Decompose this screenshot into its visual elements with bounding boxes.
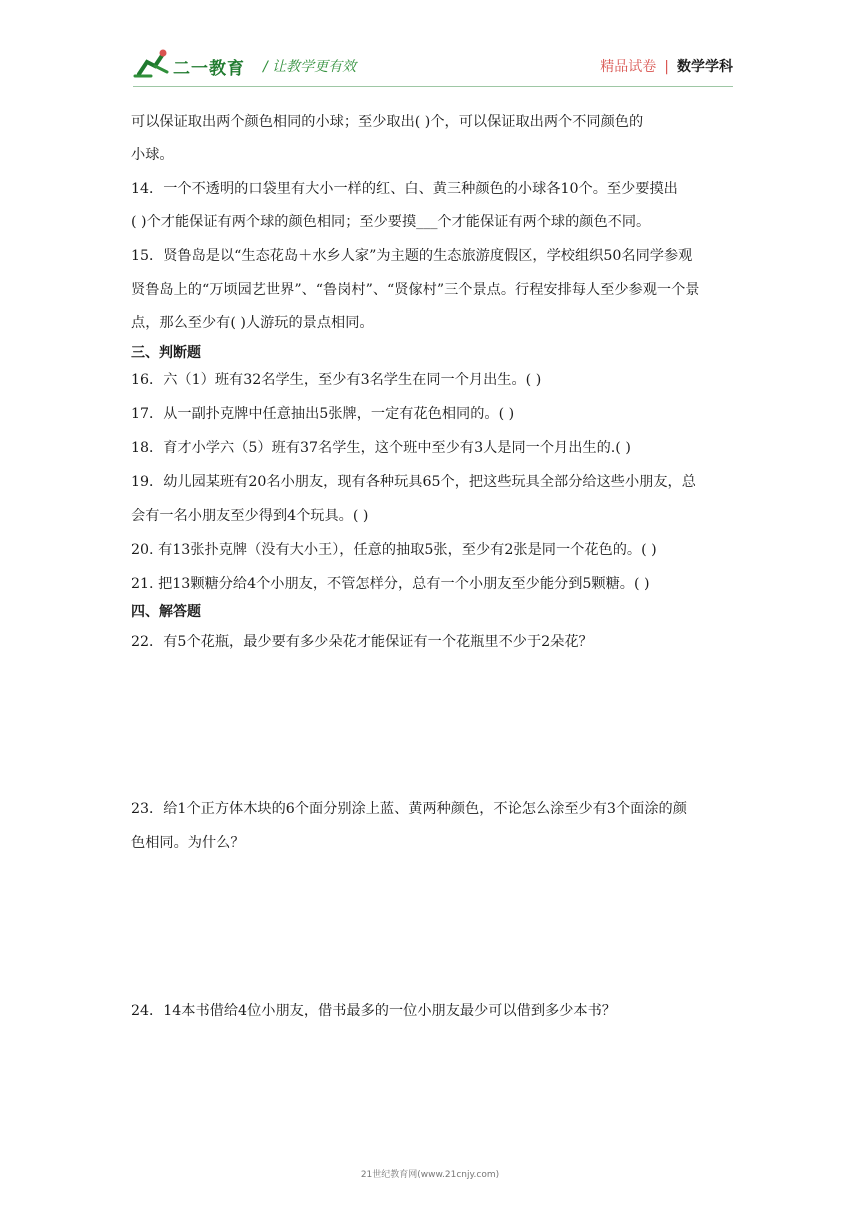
question-24-line: 24．14本书借给4位小朋友，借书最多的一位小朋友最少可以借到多少本书？ [131, 1003, 616, 1019]
question-15-line: 15．贤鲁岛是以“生态花岛＋水乡人家”为主题的生态旅游度假区，学校组织50名同学参观 [131, 248, 693, 264]
question-23-line: 23．给1个正方体木块的6个面分别涂上蓝、黄两种颜色，不论怎么涂至少有3个面涂的颜 [131, 801, 687, 817]
question-14-line: 14．一个不透明的口袋里有大小一样的红、白、黄三种颜色的小球各10个。至少要摸出 [131, 181, 678, 197]
question-16-line: 16．六（1）班有32名学生，至少有3名学生在同一个月出生。( ) [131, 372, 542, 388]
page-header [133, 46, 733, 84]
header-tags [600, 56, 733, 76]
text-line: 点，那么至少有( )人游玩的景点相同。 [131, 315, 374, 331]
runner-logo-icon [133, 48, 177, 80]
text-line: ( )个才能保证有两个球的颜色相同；至少要摸___个才能保证有两个球的颜色不同。 [131, 214, 651, 230]
question-20-line: 20. 有13张扑克牌（没有大小王），任意的抽取5张，至少有2张是同一个花色的。( ) [131, 542, 657, 558]
question-18-line: 18．育才小学六（5）班有37名学生，这个班中至少有3人是同一个月出生的.( ) [131, 440, 631, 456]
question-21-line: 21. 把13颗糖分给4个小朋友，不管怎样分，总有一个小朋友至少能分到5颗糖。( ) [131, 576, 650, 592]
question-22-line: 22．有5个花瓶，最少要有多少朵花才能保证有一个花瓶里不少于2朵花？ [131, 634, 593, 650]
text-line: 可以保证取出两个颜色相同的小球；至少取出( )个，可以保证取出两个不同颜色的 [131, 114, 644, 130]
slogan: / 让教学更有效 [263, 59, 357, 75]
text-line: 贤鲁岛上的“万顷园艺世界”、“鲁岗村”、“贤傢村”三个景点。行程安排每人至少参观一个景 [131, 282, 700, 298]
logo-text: 二一教育 [173, 59, 245, 79]
question-19-line: 19．幼儿园某班有20名小朋友，现有各种玩具65个，把这些玩具全部分给这些小朋友，总 [131, 474, 696, 490]
section-heading-answers: 四、解答题 [131, 604, 201, 620]
text-line: 色相同。为什么？ [131, 835, 245, 851]
text-line: 小球。 [131, 147, 174, 163]
header-divider-line [133, 86, 733, 87]
question-17-line: 17．从一副扑克牌中任意抽出5张牌，一定有花色相同的。( ) [131, 406, 515, 422]
text-line: 会有一名小朋友至少得到4个玩具。( ) [131, 508, 369, 524]
tag-subject: 数学学科 [677, 59, 733, 75]
page-footer: 21世纪教育网(www.21cnjy.com) [360, 1170, 500, 1180]
section-heading-judgement: 三、判断题 [131, 345, 201, 361]
tag-divider: | [664, 59, 669, 75]
tag-quality-paper: 精品试卷 [600, 59, 657, 75]
